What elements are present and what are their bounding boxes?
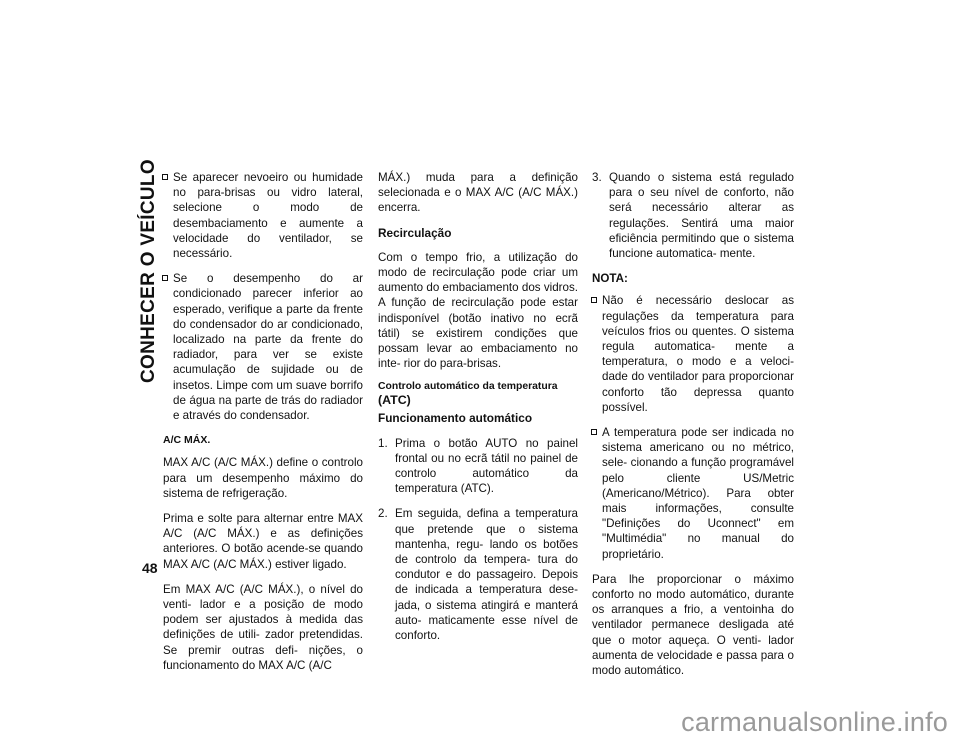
column-1 xyxy=(163,170,363,683)
step-text: Prima o botão AUTO no painel frontal ou no ecrã tátil no painel de controlo automático da temperatura (ATC). xyxy=(395,436,578,496)
numbered-step xyxy=(378,436,578,497)
ac-max-heading: A/C MÁX. xyxy=(163,434,211,447)
checkbox-bullet-icon xyxy=(591,429,597,435)
paragraph: Com o tempo frio, a utilização do modo de recirculação pode criar um aumento do embaciamento dos vidros. A função de recirculação pode estar indisponível (botão inativo no ecrã tátil) se existirem condições que possam levar ao embaciamento no inte- rior do para-brisas. xyxy=(378,250,578,371)
recirculation-heading: Recirculação xyxy=(378,225,452,240)
page-number: 48 xyxy=(142,560,158,576)
numbered-step xyxy=(378,506,578,643)
checkbox-bullet-icon xyxy=(591,297,597,303)
bullet-text: Não é necessário deslocar as regulações da temperatura para veículos frios ou quentes. O sistema regula automatica- mente a temperatura, o modo e a veloci- dade do ventilador para proporcionar conforto tão depressa quanto possível. xyxy=(602,294,794,414)
column-3 xyxy=(592,170,794,688)
paragraph: Em MAX A/C (A/C MÁX.), o nível do venti- lador e a posição de modo podem ser ajustados à medida das definições de utili- zador pretendidas. Se premir outras defi- nições, o funcionamento do MAX A/C (A/C xyxy=(163,582,363,672)
bullet-item xyxy=(592,425,794,562)
atc-heading xyxy=(378,381,578,407)
bullet-text: A temperatura pode ser indicada no sistema americano ou no métrico, sele- cionando a função programável pelo cliente US/Metric (Americano/Métrico). Para obter mais informações, consulte "Definições do Uconnect" em "Multimédia" no manual do proprietário. xyxy=(602,426,794,561)
watermark-footer: carmanualsonline.info xyxy=(681,707,948,737)
step-number: 2. xyxy=(378,507,388,521)
checkbox-bullet-icon xyxy=(162,275,168,281)
step-number: 1. xyxy=(378,436,388,450)
step-number: 3. xyxy=(592,171,602,184)
paragraph: MAX A/C (A/C MÁX.) define o controlo para um desempenho máximo do sistema de refrigeração. xyxy=(163,456,363,500)
paragraph: Prima e solte para alternar entre MAX A/C (A/C MÁX.) e as definições anteriores. O botão acende-se quando MAX A/C (A/C MÁX.) estiver ligado. xyxy=(163,512,363,571)
note-label: NOTA: xyxy=(592,272,628,286)
step-text: Quando o sistema está regulado para o seu nível de conforto, não será necessário alterar as regulações. Sentirá uma maior eficiência permitindo que o sistema funcione automatica- mente. xyxy=(609,171,794,261)
column-2 xyxy=(378,170,578,653)
bullet-item xyxy=(592,293,794,415)
auto-operation-heading: Funcionamento automático xyxy=(378,411,533,426)
bullet-item xyxy=(163,170,363,261)
numbered-step xyxy=(592,170,794,261)
step-text: Em seguida, defina a temperatura que pretende que o sistema mantenha, regu- lando os botões de controlo da tempera- tura do condutor e do passageiro. Depois de indicada a temperatura dese- jada, o sistema atingirá e manterá auto- maticamente esse nível de conforto. xyxy=(395,507,578,643)
bullet-text: Se aparecer nevoeiro ou humidade no para-brisas ou vidro lateral, selecione o modo de desembaciamento e aumente a velocidade do ventilador, se necessário. xyxy=(173,171,363,261)
atc-heading-sub: (ATC) xyxy=(378,393,411,408)
paragraph: MÁX.) muda para a definição selecionada e o MAX A/C (A/C MÁX.) encerra. xyxy=(378,171,578,215)
checkbox-bullet-icon xyxy=(162,174,168,180)
section-side-title: CONHECER O VEÍCULO xyxy=(138,159,159,383)
bullet-item xyxy=(163,271,363,423)
atc-heading-title: Controlo automático da temperatura xyxy=(378,381,558,393)
bullet-text: Se o desempenho do ar condicionado parecer inferior ao esperado, verifique a parte da frente do condensador do ar condicionado, localizado na parte da frente do radiador, para ver se existe acumulação de sujidade ou de insetos. Limpe com um suave borrifo de água na parte de trás do radiador e através do condensador. xyxy=(173,272,363,423)
paragraph: Para lhe proporcionar o máximo conforto no modo automático, durante os arranques a frio, a ventoinha do ventilador permanece desligada até que o motor aqueça. O venti- lador aumenta de velocidade e passa para o modo automático. xyxy=(592,572,794,678)
